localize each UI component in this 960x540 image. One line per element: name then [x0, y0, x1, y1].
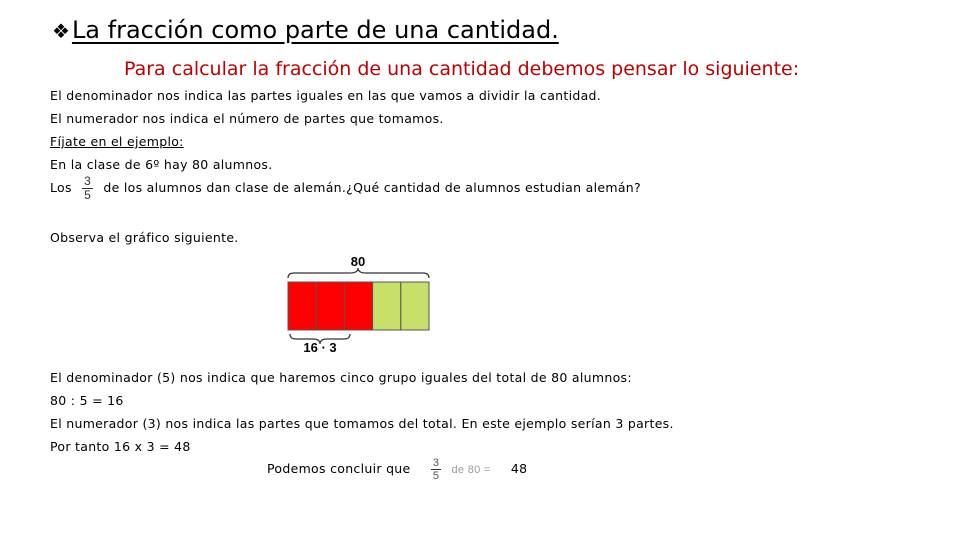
diamond-bullet-icon: ❖	[52, 19, 70, 43]
conclusion	[267, 457, 527, 482]
numerator-explanation: El numerador nos indica el número de partes que tomamos.	[50, 111, 444, 126]
fraction-three-fifths	[82, 175, 93, 202]
top-brace	[288, 268, 429, 278]
division-step: 80 : 5 = 16	[50, 393, 124, 408]
conclusion-prefix: Podemos concluir que	[267, 461, 411, 476]
total-label: 80	[350, 254, 366, 269]
bar-segment-selected	[344, 282, 372, 330]
bar-segment-selected	[316, 282, 344, 330]
numerator-step: El numerador (3) nos indica las partes que tomamos del total. En este ejemplo serían 3 partes.	[50, 416, 674, 431]
conclusion-middle: de 80 =	[451, 464, 491, 476]
example-heading: Fíjate en el ejemplo:	[50, 134, 184, 149]
observe-graphic-text: Observa el gráfico siguiente.	[50, 230, 239, 245]
conclusion-numerator: 3	[432, 457, 440, 469]
slide-subtitle: Para calcular la fracción de una cantidad debemos pensar lo siguiente:	[124, 58, 800, 80]
question-text: de los alumnos dan clase de alemán.¿Qué cantidad de alumnos estudian alemán?	[103, 180, 641, 195]
example-statement: En la clase de 6º hay 80 alumnos.	[50, 157, 273, 172]
part-label: 16 · 3	[303, 340, 337, 355]
conclusion-fraction	[431, 457, 441, 482]
multiplication-step: Por tanto 16 x 3 = 48	[50, 439, 191, 454]
question-prefix: Los	[50, 180, 72, 195]
fraction-numerator: 3	[84, 174, 92, 188]
conclusion-result: 48	[510, 461, 528, 476]
bar-segment-unselected	[373, 282, 401, 330]
fraction-bar-diagram	[280, 248, 440, 360]
slide-title: ❖La fracción como parte de una cantidad.	[52, 16, 559, 44]
denominator-step: El denominador (5) nos indica que haremos cinco grupo iguales del total de 80 alumnos:	[50, 370, 632, 385]
bar-segment-unselected	[401, 282, 429, 330]
conclusion-denominator: 5	[432, 470, 440, 482]
bar-segments	[288, 282, 429, 330]
fraction-denominator: 5	[84, 188, 92, 202]
bar-segment-selected	[288, 282, 316, 330]
example-question	[50, 175, 641, 202]
denominator-explanation: El denominador nos indica las partes iguales en las que vamos a dividir la cantidad.	[50, 88, 602, 103]
